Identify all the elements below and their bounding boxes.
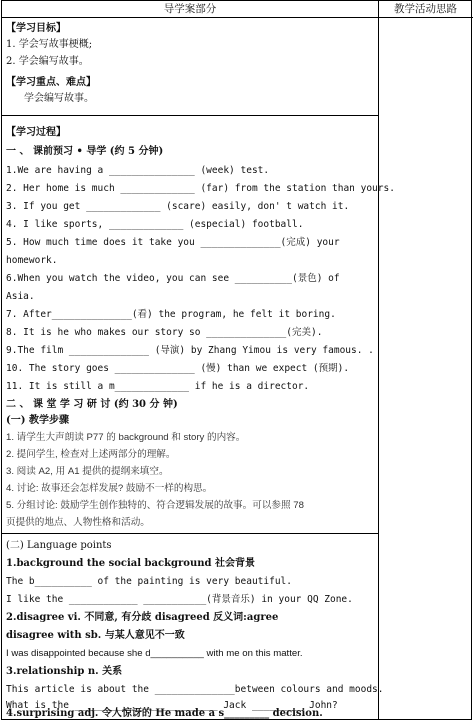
exercise-line: Asia. bbox=[6, 291, 35, 302]
header-right: 教学活动思路 bbox=[394, 3, 457, 15]
exercise-line: 2. Her home is much _____________ (far) from the station than yours. bbox=[6, 183, 395, 194]
step-item: 3. 阅读 A2, 用 A1 提供的提纲来填空。 bbox=[6, 466, 169, 477]
exercise-line: 3. If you get _____________ (scare) easily, don' t watch it. bbox=[6, 201, 350, 212]
process-heading: 【学习过程】 bbox=[6, 127, 66, 138]
objectives-heading: 【学习目标】 bbox=[6, 23, 66, 34]
objective-item: 1. 学会写故事梗概; bbox=[6, 39, 93, 50]
language-point: 4.surprising adj. 令人惊讶的 He made a s_________ decision. bbox=[6, 708, 323, 719]
exercise-line: 9.The film ______________ (导演) by Zhang Yimou is very famous. . bbox=[6, 345, 374, 356]
header-divider bbox=[2, 17, 473, 18]
language-point: What is the ____________ ____________ Jack _________ John? bbox=[6, 700, 338, 711]
step-item: 页提供的地点、人物性格和活动。 bbox=[6, 517, 150, 528]
section-divider bbox=[2, 533, 378, 534]
language-point: 2.disagree vi. 不同意, 有分歧 disagreed 反义词:agree bbox=[6, 612, 279, 623]
exercise-line: homework. bbox=[6, 255, 58, 266]
step-item: 1. 请学生大声朗读 P77 的 background 和 story 的内容。 bbox=[6, 432, 246, 443]
language-point: I was disappointed because she d__________ with me on this matter. bbox=[6, 648, 303, 659]
key-points-heading: 【学习重点、难点】 bbox=[6, 77, 96, 88]
worksheet-page bbox=[1, 0, 472, 720]
exercise-line: 6.When you watch the video, you can see __________(景色) of bbox=[6, 273, 340, 284]
exercise-line: 10. The story goes ______________ (慢) than we expect (预期). bbox=[6, 363, 350, 374]
exercise-line: 7. After______________(看) the program, he felt it boring. bbox=[6, 309, 336, 320]
exercise-line: 4. I like sports, _____________ (especial) football. bbox=[6, 219, 304, 230]
step-item: 2. 提问学生, 检查对上述两部分的理解。 bbox=[6, 449, 176, 460]
key-points-text: 学会编写故事。 bbox=[24, 93, 94, 104]
exercise-line: 1.We are having a _______________ (week) test. bbox=[6, 165, 270, 176]
header-left: 导学案部分 bbox=[163, 3, 217, 15]
language-points-heading: (二) Language points bbox=[6, 540, 112, 551]
section-divider bbox=[2, 115, 378, 116]
column-divider bbox=[378, 1, 379, 719]
objective-item: 2. 学会编写故事。 bbox=[6, 56, 89, 67]
section2-title: 二 、 课 堂 学 习 研 讨 (约 30 分 钟) bbox=[6, 399, 178, 410]
language-point: disagree with sb. 与某人意见不一致 bbox=[6, 630, 185, 641]
step-item: 5. 分组讨论: 鼓励学生创作独特的、符合逻辑发展的故事。可以参照 78 bbox=[6, 500, 304, 511]
language-point: 1.background the social background 社会背景 bbox=[6, 558, 255, 569]
steps-heading: (一) 教学步骤 bbox=[6, 415, 69, 426]
exercise-line: 11. It is still a m_____________ if he is a director. bbox=[6, 381, 310, 392]
language-point: I like the ____________ ___________(背景音乐) in your QQ Zone. bbox=[6, 594, 353, 605]
step-item: 4. 讨论: 故事还会怎样发展? 鼓励不一样的构思。 bbox=[6, 483, 213, 494]
exercise-line: 5. How much time does it take you ______________(完成) your bbox=[6, 237, 340, 248]
language-point: 3.relationship n. 关系 bbox=[6, 666, 123, 677]
language-point: This article is about the ______________between colours and moods. bbox=[6, 684, 384, 695]
language-point: The b__________ of the painting is very beautiful. bbox=[6, 576, 292, 587]
exercise-line: 8. It is he who makes our story so ______________(完美). bbox=[6, 327, 323, 338]
section1-title: 一 、 课前预习 • 导学 (约 5 分钟) bbox=[6, 146, 164, 157]
